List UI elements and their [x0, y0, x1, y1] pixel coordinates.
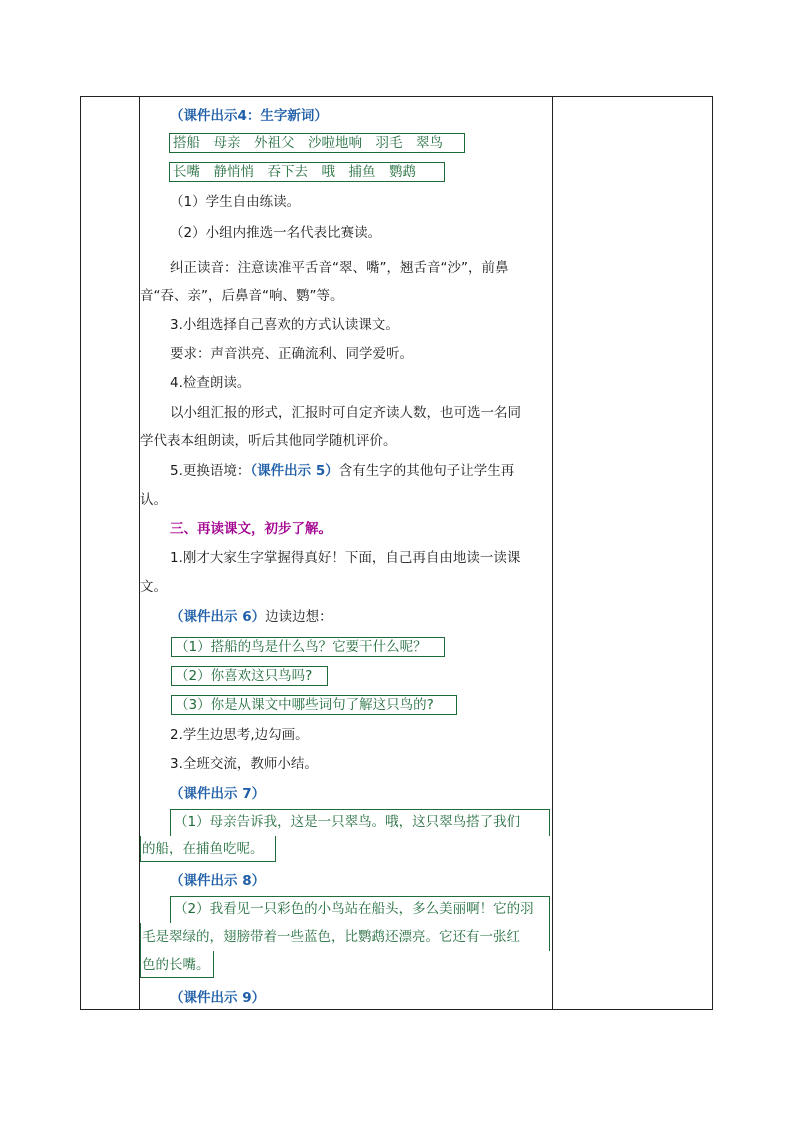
step-text: 1.刚才大家生字掌握得真好！下面，自己再自由地读一读课	[170, 550, 521, 566]
courseware-heading: （课件出示 7）	[170, 786, 266, 802]
quote-text: 的船，在捕鱼吃呢。	[142, 841, 264, 857]
courseware-instruction: 边读边想：	[265, 609, 333, 625]
step-text	[170, 462, 514, 480]
vocab-text: 搭船 母亲 外祖父 沙啦地响 羽毛 翠鸟	[173, 135, 443, 151]
quote-text: （1）母亲告诉我，这是一只翠鸟。哦，这只翠鸟搭了我们	[174, 814, 521, 830]
quote-text: 毛是翠绿的，翅膀带着一些蓝色，比鹦鹉还漂亮。它还有一张红	[142, 929, 520, 945]
courseware-heading	[170, 107, 328, 125]
vocab-box-1	[169, 133, 465, 153]
step-text: 3.小组选择自己喜欢的方式认读课文。	[170, 317, 399, 333]
question-box-3	[171, 695, 457, 715]
quote-text: 色的长嘴。	[142, 957, 210, 973]
step-text: 2.学生边思考,边勾画。	[170, 727, 309, 743]
paragraph-text: 音“吞、亲”，后鼻音“响、鹦”等。	[140, 288, 344, 304]
courseware-heading: （课件出示 8）	[170, 873, 266, 889]
courseware-ref: （课件出示 5）	[250, 463, 339, 479]
vocab-text: 长嘴 静悄悄 吞下去 哦 捕鱼 鹦鹉	[173, 164, 416, 180]
step-text: 3.全班交流，教师小结。	[170, 756, 318, 772]
step-text: （1）学生自由练读。	[170, 194, 301, 210]
question-text: （1）搭船的鸟是什么鸟？它要干什么呢？	[175, 639, 427, 655]
question-box-1	[171, 637, 445, 657]
question-box-2	[171, 666, 328, 686]
quote-text: （2）我看见一只彩色的小鸟站在船头，多么美丽啊！它的羽	[174, 901, 534, 917]
quote-box-7	[140, 809, 552, 864]
paragraph-text: 文。	[140, 579, 167, 595]
vocab-box-2	[169, 162, 445, 182]
paragraph-text: 要求：声音洪亮、正确流利、同学爱听。	[170, 346, 413, 362]
step-text: 4.检查朗读。	[170, 375, 251, 391]
paragraph-text: 认。	[140, 492, 167, 508]
column-divider-right	[552, 97, 553, 1009]
courseware-line	[170, 608, 333, 626]
question-text: （3）你是从课文中哪些词句了解这只鸟的?	[175, 697, 434, 713]
heading-text: （课件出示	[170, 108, 238, 124]
step-label: 5.更换语境：	[170, 463, 251, 479]
step-text: （2）小组内推选一名代表比赛读。	[170, 225, 382, 241]
courseware-ref: （课件出示 6）	[170, 609, 266, 625]
paragraph-text: 以小组汇报的形式，汇报时可自定齐读人数，也可选一名同	[170, 405, 521, 421]
step-rest: 含有生字的其他句子让学生再	[338, 463, 515, 479]
courseware-heading: （课件出示 9）	[170, 990, 266, 1006]
paragraph-text: 学代表本组朗读，听后其他同学随机评价。	[140, 433, 397, 449]
paragraph-text: 纠正读音：注意读准平舌音“翠、嘴”，翘舌音“沙”，前鼻	[170, 260, 509, 276]
heading-text: 4：生字新词）	[237, 108, 328, 124]
section-heading: 三、再读课文，初步了解。	[170, 521, 332, 537]
quote-box-8	[140, 896, 552, 980]
column-divider-left	[139, 97, 140, 1009]
question-text: （2）你喜欢这只鸟吗?	[175, 668, 313, 684]
